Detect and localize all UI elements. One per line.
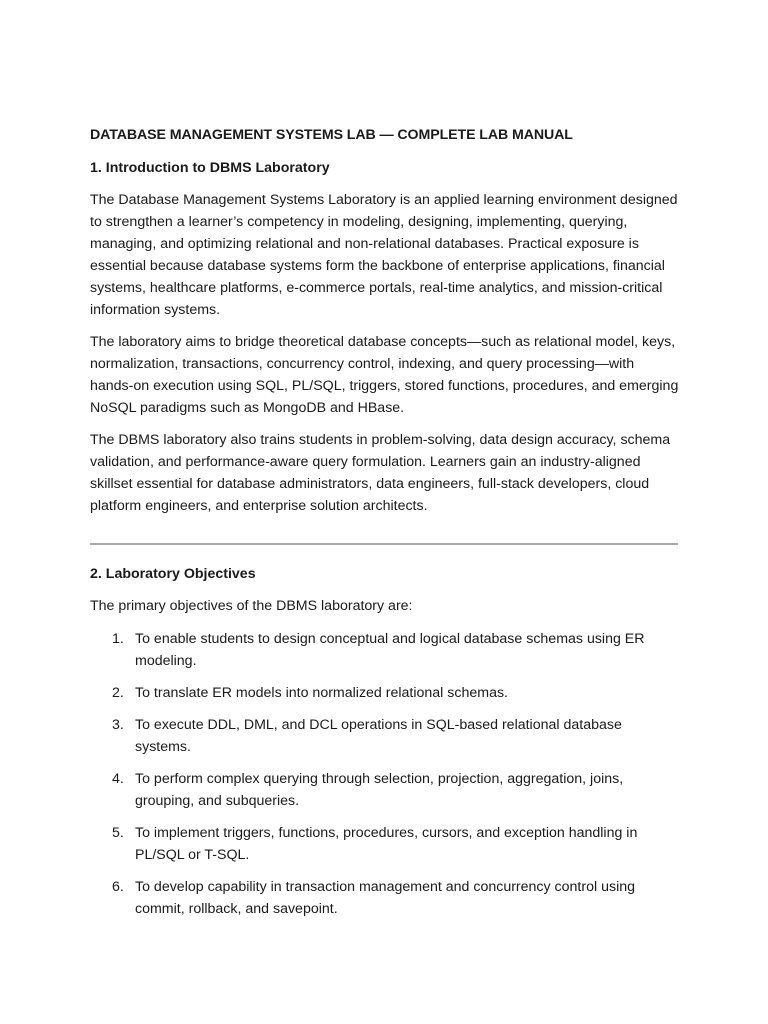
intro-paragraph-2: The laboratory aims to bridge theoretical database concepts—such as relational model, keys, normalization, transactions, concurrency control, indexing, and query processing—with hands-on execution using SQL, PL/SQL, triggers, stored functions, procedures, and emerging NoSQL paradigms such as MongoDB and HBase.: [90, 334, 679, 416]
list-item-text: To develop capability in transaction management and concurrency control using commit, rollback, and savepoint.: [135, 879, 636, 917]
list-item-number: 2.: [112, 685, 124, 701]
list-item: [90, 714, 680, 758]
list-item-number: 5.: [112, 825, 124, 841]
section-heading-introduction: 1. Introduction to DBMS Laboratory: [90, 160, 330, 176]
list-item-text: To execute DDL, DML, and DCL operations in SQL-based relational database systems.: [135, 717, 622, 755]
objectives-intro: The primary objectives of the DBMS laboratory are:: [90, 598, 413, 614]
list-item-text: To enable students to design conceptual and logical database schemas using ER modeling.: [135, 631, 645, 669]
list-item-text: To implement triggers, functions, procedures, cursors, and exception handling in PL/SQL or T-SQL.: [135, 825, 638, 863]
list-item-number: 3.: [112, 717, 124, 733]
list-item-text: To translate ER models into normalized relational schemas.: [135, 685, 508, 701]
document-page: [90, 124, 680, 930]
objectives-list: [90, 628, 680, 920]
document-title: DATABASE MANAGEMENT SYSTEMS LAB — COMPLETE LAB MANUAL: [90, 127, 573, 143]
list-item-number: 4.: [112, 771, 124, 787]
list-item: [90, 682, 680, 704]
list-item: [90, 628, 680, 672]
intro-paragraph-3: The DBMS laboratory also trains students in problem-solving, data design accuracy, schema validation, and performance-aware query formulation. Learners gain an industry-aligned skillset essential for database administrators, data engineers, full-stack developers, cloud platform engineers, and enterprise solution architects.: [90, 432, 671, 514]
list-item-number: 1.: [112, 631, 124, 647]
list-item-number: 6.: [112, 879, 124, 895]
list-item: [90, 768, 680, 812]
list-item: [90, 822, 680, 866]
list-item: [90, 876, 680, 920]
section-heading-objectives: 2. Laboratory Objectives: [90, 566, 256, 582]
list-item-text: To perform complex querying through selection, projection, aggregation, joins, grouping, and subqueries.: [135, 771, 624, 809]
section-divider: [90, 543, 678, 545]
intro-paragraph-1: The Database Management Systems Laboratory is an applied learning environment designed to strengthen a learner’s competency in modeling, designing, implementing, querying, managing, and optimizing relational and non-relational databases. Practical exposure is essential because database systems form the backbone of enterprise applications, financial systems, healthcare platforms, e-commerce portals, real-time analytics, and mission-critical information systems.: [90, 192, 678, 318]
